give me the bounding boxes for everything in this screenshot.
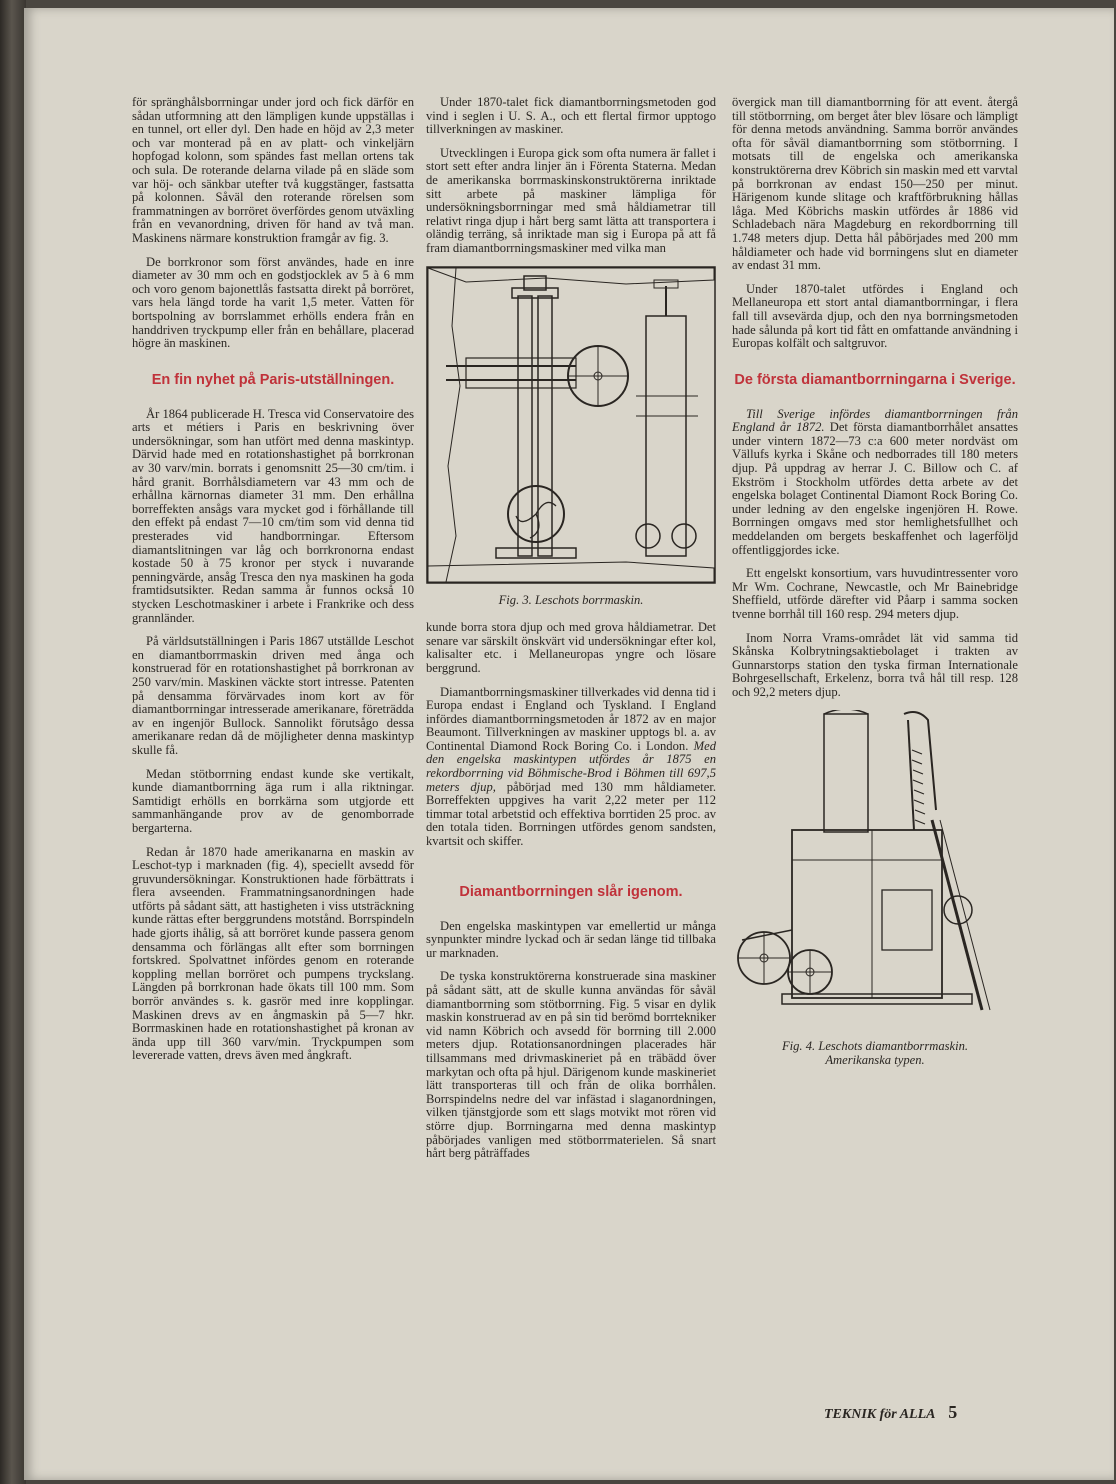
paragraph — [426, 686, 716, 849]
leschot-drill-illustration — [426, 266, 716, 584]
column-2 — [426, 96, 716, 1171]
page-footer — [824, 1402, 957, 1423]
section-heading-paris: En fin nyhet på Paris-utställningen. — [151, 371, 395, 388]
paragraph: Medan stötborrning endast kunde ske vertikalt, kunde diamantborrning äga rum i alla riktningar. Samtidigt erhölls en borrkärna som utgjorde ett sammanhängande prov av de genomborrade bergarterna. — [132, 766, 414, 835]
paragraph: Inom Norra Vrams-området lät vid samma tid Skånska Kolbrytningsaktiebolaget i trakten av Gunnarstorps station den tyska firman Internationale Bohrgesellschaft, Erkelenz, borra två hål till resp. 128 och 92,2 meters djup. — [732, 630, 1018, 699]
paragraph: Under 1870-talet utfördes i England och Mellaneuropa ett stort antal diamantborrningar, i flera fall till avsevärda djup, och den nya borrningsmetoden hade sålunda på kort tid fått en omfattande användning i Europas kolfält och saltgruvor. — [732, 281, 1018, 351]
magazine-title: TEKNIK för ALLA — [824, 1407, 935, 1422]
figure-4 — [732, 710, 1018, 1068]
section-heading-sweden: De första diamantborrningarna i Sverige. — [734, 371, 1016, 388]
american-drill-illustration — [732, 710, 1018, 1030]
paragraph — [732, 408, 1018, 558]
text-span: Diamantborrningsmaskiner tillverkades vid denna tid i Europa endast i England och Tyskland. I England infördes diamantborrningsmetoden år 1872 av en major Beaumont. Tillverkningen av maskiner upptogs bl. a. av Continental Diamond Rock Boring Co. i London. — [426, 684, 716, 753]
paragraph: De tyska konstruktörerna konstruerade sina maskiner på sådant sätt, att de skulle kunna användas för såväl diamantborrning som stötborrning. Fig. 5 visar en dylik maskin konstruerad av en på sin tid berömd borrtekniker vid namn Köbrich och avsedd för borrning till 2.000 meters djup. Rotationsanordningen placerades här tillsammans med drivmaskineriet på en träbädd över markytan och ofta på hjul. Därigenom kunde maskineriet lätt transporteras till och från de olika borrhålen. Borrspindelns nedre del var infästad i slaganordningen, vilken tjänstgjorde som ett slags motvikt mot rören vid större djup. Borrningarna med denna maskintyp påbörjades vanligen med stötborrmaterielen. Så snart hårt berg påträffades — [426, 969, 716, 1161]
figure-3-caption: Fig. 3. Leschots borrmaskin. — [498, 593, 644, 608]
paragraph: kunde borra stora djup och med grova håldiametrar. Det senare var särskilt önskvärt vid undersökningar efter kol, kalisalter etc. i Mellaneuropas yngre och lösare berggrund. — [426, 620, 716, 675]
paragraph: Ett engelskt konsortium, vars huvudintressenter voro Mr Wm. Cochrane, Newcastle, och Mr Bainebridge Sheffield, utförde därefter vid Påarp i samma socken tvenne borrhål till 160 resp. 294 meters djup. — [732, 566, 1018, 621]
binding-spine — [0, 0, 26, 1484]
italic-text: Med den engelska maskintypen utfördes år 1875 en rekordborrning vid Böhmische-Brod i Böhmen till 697,5 meters djup, — [426, 738, 716, 794]
paragraph: De borrkronor som först användes, hade en inre diameter av 30 mm och en godstjocklek av 5 à 6 mm och voro genom bajonettlås fastsatta direkt på borröret, vars hela längd torde ha varit 1,5 meter. Vatten för bortspolning av borrslammet erhölls endera från en handdriven tryckpump eller från en behållare, placerad högre än maskinen. — [132, 254, 414, 351]
figure-4-caption-line2: Amerikanska typen. — [825, 1053, 925, 1068]
paragraph: övergick man till diamantborrning för att event. återgå till stötborrning, om berget åter blev lösare och lämpligt för denna metods användning. Samma borrör användes ofta för såväl diamantborrning som stötborrning. I motsats till de engelska och amerikanska konstruktörerna drev Köbrich sin maskin med ett varvtal på borrkronan av endast 150—250 per minut. Härigenom kunde slitage och kraftförbrukning hållas låga. Med Köbrichs maskin utfördes år 1886 vid Schladebach nära Magdeburg en rekordborrning till 1.748 meters djup. Detta hål påbörjades med 200 mm håldiameter och hade vid borrningens slut en diameter av endast 31 mm. — [732, 95, 1018, 273]
italic-text: Till Sverige infördes diamantborrningen från England år 1872. — [732, 406, 1018, 435]
paragraph: På världsutställningen i Paris 1867 utställde Leschot en diamantborrmaskin driven med ånga och konstruerad för en rotationshastighet på borrkronan av 250 varv/min. Maskinen väckte stort intresse. Patenten på densamma förvärvades inom kort av för diamantborrningar intresserade amerikanare, företrädda av en ingenjör Bullock. Sannolikt förutsågo dessa amerikanare redan då de möjligheter denna maskintyp skulle få. — [132, 634, 414, 757]
paragraph: Under 1870-talet fick diamantborrningsmetoden god vind i seglen i U. S. A., och ett flertal firmor upptogo tillverkningen av maskiner. — [426, 95, 716, 137]
text-span: påbörjad med 130 mm håldiameter. Borreffekten uppgives ha varit 2,22 meter per 112 timmar total arbetstid och effektiva borrtiden 25 proc. av den totala tiden. Borrningen utfördes genom sandsten, kvartsit och skiffer. — [426, 779, 716, 849]
magazine-page — [24, 8, 1114, 1480]
paragraph: Redan år 1870 hade amerikanarna en maskin av Leschot-typ i marknaden (fig. 4), speciellt avsedd för gruvundersökningar. Konstruktionen hade förbättrats i flera avseenden. Frammatningsanordningen hade utförts på sådant sätt, att hastigheten i viss utsträckning kunde rättas efter berggrundens motstånd. Borrspindeln hade gjorts ihålig, så att borröret kunde passera genom densamma och förlängas allt efter som borrningen fortskred. Spolvattnet infördes genom en roterande koppling mellan borröret och pumpens tryckslang. Längden på borrkronan hade ökats till 100 mm. Som borrör användes s. k. gasrör med inre kopplingar. Maskinen drevs av en ångmaskin på 5—7 hkr. Borrmaskinen hade en rotationshastighet på kronan av ända upp till 360 varv/min. Tryckpumpen som levererade vatten, drevs även med ångkraft. — [132, 844, 414, 1063]
figure-4-caption — [732, 1039, 1018, 1067]
paragraph: År 1864 publicerade H. Tresca vid Conservatoire des arts et métiers i Paris en beskrivning över undersökningar, som han utfört med denna maskintyp. Därvid hade med en rotationshastighet på borrkronan av 30 varv/min. borrats i genomsnitt 25—30 cm/tim. i hård granit. Borrhålsdiametern var 43 mm och de erhållna kärnornas diameter 31 mm. Den erhållna borreffekten ansågs vara mycket god i förhållande till den effekt på endast 7—10 cm/tim som vid denna tid presterades vid handborrningar. Eftersom diamantslitningen var låg och borrkronorna endast kostade 50 à 75 kronor per styck i nuvarande penningvärde, ansåg Tresca den nya maskinen ha goda framtidsutsikter. Redan samma år funnos också 10 stycken Leschotmaskiner i arbete i Frankrike och dess grannländer. — [132, 406, 414, 625]
page-number: 5 — [948, 1402, 958, 1422]
paragraph: Utvecklingen i Europa gick som ofta numera är fallet i stort sett efter andra linjer än i Förenta Staterna. Medan de amerikanska borrmaskinskonstruktörerna inriktade sitt arbete på maskiner lämpliga för undersökningsborrningar med små håldiametrar till relativt ringa djup i hårt berg samt lätta att transportera i oländig terräng, så inriktade man sig i Europa på att få fram diamantborrningsmaskiner med vilka man — [426, 145, 716, 255]
text-span: Det första diamantborrhålet ansattes under vintern 1872—73 c:a 600 meter nordväst om Vällufs kyrka i Skåne och nedborrades till 180 meters djup. På uppdrag av herrar J. C. Billow och C. af Ekström i Stockholm utfördes detta arbete av det engelska bolaget Continental Diamont Rock Boring Co. under ledning av den engelske ingenjören H. Rowe. Borrningen omgavs med stor hemlighetsfullhet och meddelanden om bergets beskaffenhet och lagerföljd offentliggjordes icke. — [732, 420, 1018, 557]
paragraph: för spränghålsborrningar under jord och fick därför en sådan utformning att den lämpligen kunde uppställas i en tunnel, ort eller dyl. Den hade en höjd av 2,3 meter och var monterad på en av platt- och vinkeljärn hopfogad kolonn, som spändes fast mellan ortens tak och sula. De roterande delarna vilade på en släde som var höj- och sänkbar utefter två kuggstänger, fastsatta på kolonnen. Såväl den roterande rörelsen som frammatningen av borröret överfördes genom utväxling från en vevanordning, driven för hand av två man. Maskinens närmare konstruktion framgår av fig. 3. — [132, 95, 414, 245]
figure-4-caption-line1: Fig. 4. Leschots diamantborrmaskin. — [781, 1039, 969, 1054]
column-1 — [132, 96, 414, 1073]
figure-3 — [426, 266, 716, 608]
column-3 — [732, 96, 1018, 1081]
section-heading-breakthrough: Diamantborrningen slår igenom. — [459, 883, 683, 900]
paragraph: Den engelska maskintypen var emellertid ur många synpunkter mindre lyckad och är sedan länge tid tillbaka ur marknaden. — [426, 918, 716, 960]
